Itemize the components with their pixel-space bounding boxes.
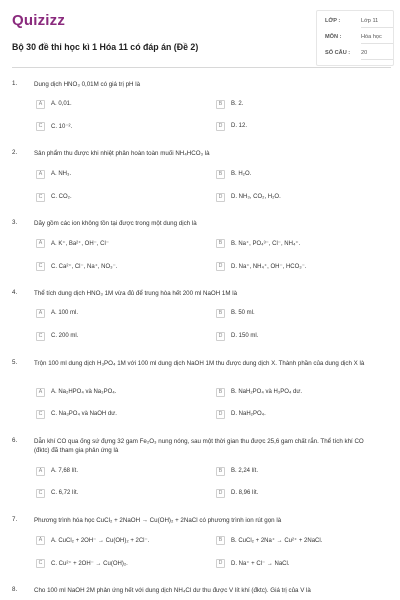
- answer-letter-box[interactable]: B: [216, 536, 225, 545]
- answer-text: A. 100 ml.: [51, 310, 79, 316]
- answer-text: B. 2.: [231, 101, 244, 107]
- meta-class-value: Lớp 11: [361, 18, 379, 24]
- answer-letter-box[interactable]: C: [36, 410, 45, 419]
- question-text: Cho 100 ml NaOH 2M phản ứng hết với dung dịch NH₄Cl dư thu được V lít khí (đktc). Giá trị của V là: [34, 587, 311, 594]
- answer-text: D. Na⁺, NH₄⁺, OH⁻, HCO₃⁻.: [231, 264, 307, 270]
- answer-letter-box[interactable]: D: [216, 559, 225, 568]
- meta-question-count-label: SỐ CÂU :: [325, 50, 351, 56]
- answer-text: D. 150 ml.: [231, 333, 259, 339]
- answer-text: A. K⁺, Ba²⁺, OH⁻, Cl⁻: [51, 241, 110, 247]
- question-number: 4.: [12, 289, 18, 296]
- answer-letter-box[interactable]: A: [36, 388, 45, 397]
- answer-letter-box[interactable]: C: [36, 193, 45, 202]
- question-number: 6.: [12, 437, 18, 444]
- question-number: 7.: [12, 516, 18, 523]
- meta-question-count-value: 20: [361, 50, 368, 56]
- answer-letter-box[interactable]: C: [36, 262, 45, 271]
- answer-letter-box[interactable]: D: [216, 489, 225, 498]
- answer-text: D. 8,96 lít.: [231, 490, 259, 496]
- meta-subject-value: Hóa học: [361, 34, 382, 40]
- meta-class: [325, 16, 393, 28]
- worksheet-title: Bộ 30 đề thi học kì 1 Hóa 11 có đáp án (Đề 2): [12, 42, 199, 52]
- question-number: 3.: [12, 219, 18, 226]
- answer-text: C. 200 ml.: [51, 333, 79, 339]
- answer-letter-box[interactable]: D: [216, 332, 225, 341]
- question-text: Sản phẩm thu được khi nhiệt phân hoàn toàn muối NH₄HCO₃ là: [34, 150, 210, 157]
- question-text: Trộn 100 ml dung dịch H₃PO₄ 1M với 100 ml dung dịch NaOH 1M thu được dung dịch X. Thành phần của dung dịch X là: [34, 360, 365, 367]
- answer-text: B. 50 ml.: [231, 310, 255, 316]
- answer-text: C. 10⁻².: [51, 124, 73, 130]
- answer-letter-box[interactable]: B: [216, 388, 225, 397]
- answer-letter-box[interactable]: B: [216, 170, 225, 179]
- answer-letter-box[interactable]: C: [36, 489, 45, 498]
- answer-text: B. 2,24 lít.: [231, 468, 259, 474]
- answer-letter-box[interactable]: A: [36, 536, 45, 545]
- meta-subject-label: MÔN :: [325, 34, 342, 40]
- answer-text: D. 12.: [231, 123, 248, 129]
- answer-text: A. 7,68 lít.: [51, 468, 79, 474]
- answer-letter-box[interactable]: D: [216, 410, 225, 419]
- answer-letter-box[interactable]: B: [216, 239, 225, 248]
- answer-letter-box[interactable]: A: [36, 100, 45, 109]
- meta-question-count: [325, 48, 393, 60]
- answer-letter-box[interactable]: A: [36, 170, 45, 179]
- answer-text: D. NH₃, CO₂, H₂O.: [231, 194, 281, 200]
- question-text: Dãy gồm các ion không tồn tại được trong một dung dịch là: [34, 220, 197, 227]
- answer-letter-box[interactable]: D: [216, 193, 225, 202]
- question-number: 5.: [12, 359, 18, 366]
- quizizz-logo: Quizizz: [12, 12, 66, 29]
- question-text: Dung dịch HNO₃ 0,01M có giá trị pH là: [34, 81, 141, 88]
- question-number: 1.: [12, 80, 18, 87]
- answer-text: C. 6,72 lít.: [51, 490, 79, 496]
- answer-letter-box[interactable]: D: [216, 262, 225, 271]
- answer-letter-box[interactable]: B: [216, 309, 225, 318]
- answer-letter-box[interactable]: B: [216, 467, 225, 476]
- answer-letter-box[interactable]: D: [216, 122, 225, 131]
- meta-subject: [325, 32, 393, 44]
- answer-letter-box[interactable]: C: [36, 332, 45, 341]
- answer-text: C. Ca²⁺, Cl⁻, Na⁺, NO₃⁻.: [51, 264, 118, 270]
- worksheet-header: [12, 10, 391, 68]
- question-number: 8.: [12, 586, 18, 593]
- answer-text: B. CuCl₂ + 2Na⁺ → Cu²⁺ + 2NaCl.: [231, 538, 323, 544]
- answer-text: C. Na₃PO₄ và NaOH dư.: [51, 411, 117, 417]
- answer-text: A. NH₃.: [51, 171, 72, 177]
- worksheet-meta: [316, 10, 394, 66]
- answer-text: A. CuCl₂ + 2OH⁻ → Cu(OH)₂ + 2Cl⁻.: [51, 538, 150, 544]
- answer-text: B. NaH₂PO₄ và H₃PO₄ dư.: [231, 389, 303, 395]
- question-text: Thể tích dung dịch HNO₃ 1M vừa đủ để trung hòa hết 200 ml NaOH 1M là: [34, 290, 238, 297]
- meta-class-label: LỚP :: [325, 18, 341, 24]
- answer-text: A. 0,01.: [51, 101, 72, 107]
- answer-text: B. H₂O.: [231, 171, 252, 177]
- answer-text: D. Na⁺ + Cl⁻ → NaCl.: [231, 561, 290, 567]
- answer-letter-box[interactable]: B: [216, 100, 225, 109]
- question-number: 2.: [12, 149, 18, 156]
- question-text: Phương trình hóa học CuCl₂ + 2NaOH → Cu(OH)₂ + 2NaCl có phương trình ion rút gọn là: [34, 517, 282, 524]
- answer-letter-box[interactable]: A: [36, 309, 45, 318]
- answer-text: D. NaH₂PO₄.: [231, 411, 266, 417]
- answer-letter-box[interactable]: A: [36, 239, 45, 248]
- answer-text: A. Na₂HPO₄ và Na₃PO₄.: [51, 389, 117, 395]
- answer-text: C. Cu²⁺ + 2OH⁻ → Cu(OH)₂.: [51, 561, 128, 567]
- answer-letter-box[interactable]: C: [36, 122, 45, 131]
- answer-letter-box[interactable]: A: [36, 467, 45, 476]
- question-text: Dẫn khí CO qua ống sứ đựng 32 gam Fe₂O₃ nung nóng, sau một thời gian thu được 25,6 gam chất rắn. Thể tích khí CO (đktc) đã tham gia phản ứng là: [34, 438, 364, 454]
- answer-letter-box[interactable]: C: [36, 559, 45, 568]
- answer-text: B. Na⁺, PO₄³⁻, Cl⁻, NH₄⁺.: [231, 241, 301, 247]
- answer-text: C. CO₂.: [51, 194, 72, 200]
